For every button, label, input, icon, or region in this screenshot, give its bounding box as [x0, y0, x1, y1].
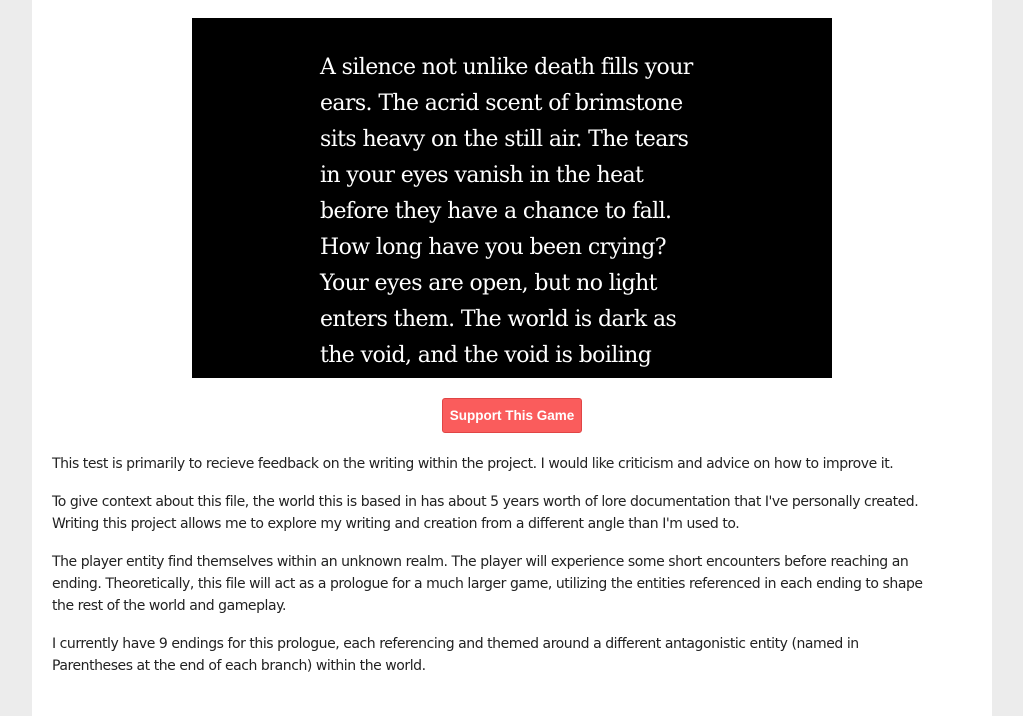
game-embed-frame[interactable]: [192, 18, 832, 378]
game-passage-text: A silence not unlike death fills your ears. The acrid scent of brimstone sits heavy on the still air. The tears in your eyes vanish in the heat before they have a chance to fall. How long have you been crying? Your eyes are open, but no light enters them. The world is dark as the void, and the void is boiling: [320, 55, 693, 368]
game-description: [52, 453, 972, 693]
page-column: [32, 0, 992, 716]
description-paragraph: To give context about this file, the world this is based in has about 5 years worth of lore documentation that I've personally created. Writing this project allows me to explore my writing and creation from a different angle than I'm used to.: [52, 494, 919, 532]
description-paragraph: I currently have 9 endings for this prologue, each referencing and themed around a different antagonistic entity (named in Parentheses at the end of each branch) within the world.: [52, 636, 859, 674]
support-this-game-button[interactable]: Support This Game: [442, 398, 582, 433]
description-paragraph: The player entity find themselves within an unknown realm. The player will experience some short encounters before reaching an ending. Theoretically, this file will act as a prologue for a much larger game, utilizing the entities referenced in each ending to shape the rest of the world and gameplay.: [52, 554, 923, 614]
description-paragraph: This test is primarily to recieve feedback on the writing within the project. I would like criticism and advice on how to improve it.: [52, 456, 894, 472]
